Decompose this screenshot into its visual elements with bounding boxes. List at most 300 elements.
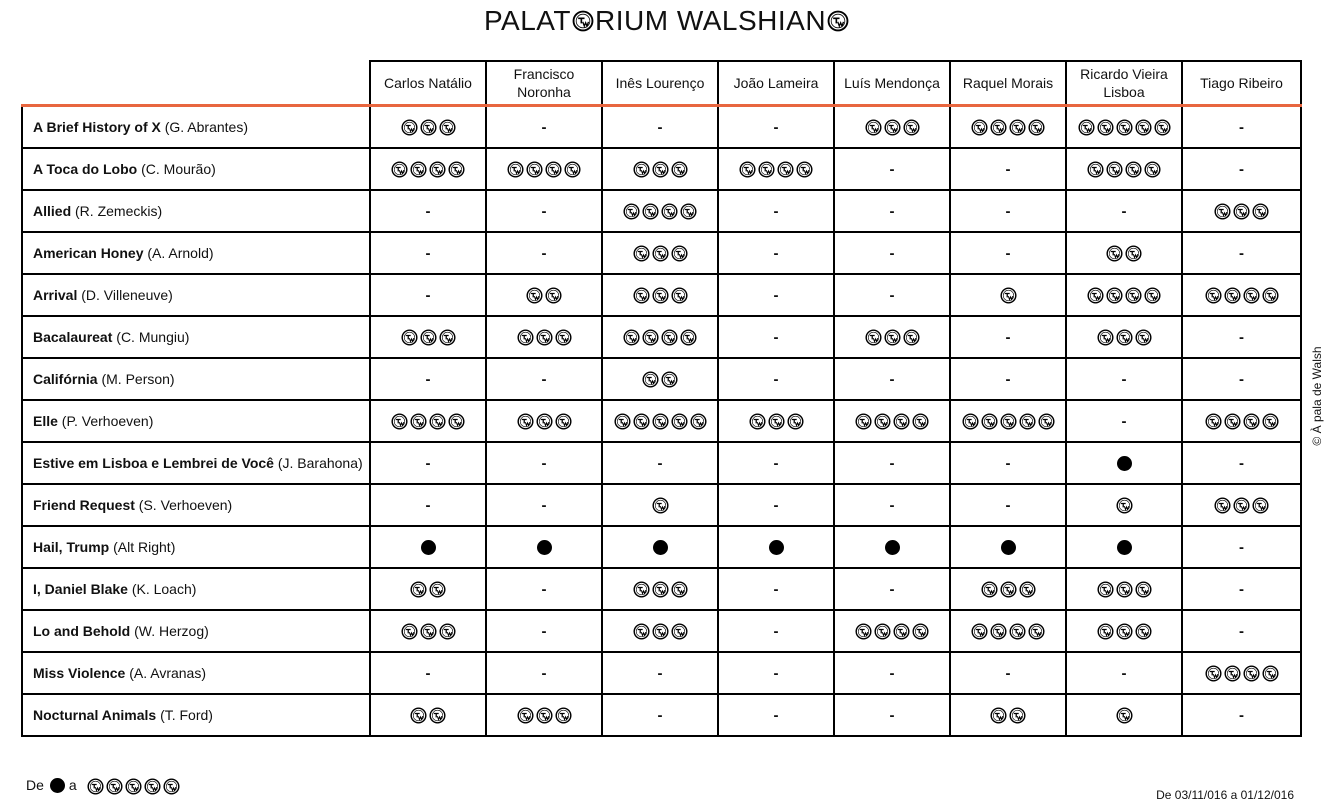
rating-cell <box>718 316 834 358</box>
black-dot-icon <box>885 540 900 555</box>
no-rating: - <box>541 496 547 514</box>
walsh-logo-icon <box>507 161 524 178</box>
no-rating: - <box>889 454 895 472</box>
rating-cell <box>1066 484 1182 526</box>
rating-cell <box>834 232 950 274</box>
walsh-logo-icon <box>1243 665 1260 682</box>
copyright-notice: © À pala de Walsh <box>1310 346 1324 446</box>
walsh-logo-icon <box>439 329 456 346</box>
walsh-logo-icon <box>1224 413 1241 430</box>
rating-cell <box>834 484 950 526</box>
film-cell <box>22 484 370 526</box>
no-rating: - <box>541 118 547 136</box>
film-title: I, Daniel Blake <box>33 581 128 597</box>
walsh-logo-icon <box>680 329 697 346</box>
rating-cell <box>834 106 950 149</box>
no-rating: - <box>1005 664 1011 682</box>
rating-cell <box>950 652 1066 694</box>
rating-cell <box>370 442 486 484</box>
walsh-logo-icon <box>1097 623 1114 640</box>
film-cell <box>22 190 370 232</box>
walsh-logo-icon <box>1009 119 1026 136</box>
no-rating: - <box>773 244 779 262</box>
walsh-logo-icon <box>990 707 1007 724</box>
table-row <box>22 148 1301 190</box>
walsh-logo-icon <box>1233 497 1250 514</box>
rating-cell <box>370 400 486 442</box>
rating-cell <box>834 526 950 568</box>
rating-cell <box>718 400 834 442</box>
walsh-logo-icon <box>633 161 650 178</box>
walsh-logo-icon <box>827 10 849 32</box>
walsh-logo-icon <box>981 413 998 430</box>
walsh-logo-icon <box>652 287 669 304</box>
walsh-logo-icon <box>526 287 543 304</box>
walsh-logo-icon <box>642 203 659 220</box>
rating-cell <box>486 652 602 694</box>
walsh-logo-icon <box>1144 161 1161 178</box>
rating-cell <box>486 106 602 149</box>
walsh-logo-icon <box>739 161 756 178</box>
walsh-logo-icon <box>680 203 697 220</box>
film-director: (A. Arnold) <box>147 245 214 261</box>
walsh-logo-icon <box>1028 623 1045 640</box>
walsh-logo-icon <box>671 581 688 598</box>
column-header-critic: Luís Mendonça <box>834 61 950 106</box>
no-rating: - <box>657 454 663 472</box>
rating-cell <box>1066 148 1182 190</box>
walsh-logo-icon <box>865 329 882 346</box>
walsh-logo-icon <box>1116 581 1133 598</box>
rating-cell <box>950 484 1066 526</box>
walsh-logo-icon <box>410 707 427 724</box>
walsh-logo-icon <box>555 707 572 724</box>
film-director: (T. Ford) <box>160 707 213 723</box>
table-row <box>22 694 1301 736</box>
no-rating: - <box>889 286 895 304</box>
walsh-logo-icon <box>1125 161 1142 178</box>
rating-cell <box>1066 526 1182 568</box>
walsh-logo-icon <box>855 623 872 640</box>
walsh-logo-icon <box>971 119 988 136</box>
rating-cell <box>718 610 834 652</box>
walsh-logo-icon <box>526 161 543 178</box>
walsh-logo-icon <box>671 623 688 640</box>
rating-cell <box>602 274 718 316</box>
film-cell <box>22 526 370 568</box>
black-dot-icon <box>537 540 552 555</box>
rating-cell <box>370 106 486 149</box>
rating-cell <box>486 568 602 610</box>
film-cell <box>22 442 370 484</box>
walsh-logo-icon <box>545 287 562 304</box>
no-rating: - <box>889 370 895 388</box>
walsh-logo-icon <box>652 413 669 430</box>
no-rating: - <box>889 706 895 724</box>
no-rating: - <box>425 202 431 220</box>
rating-cell <box>950 568 1066 610</box>
walsh-logo-icon <box>796 161 813 178</box>
table-row <box>22 442 1301 484</box>
walsh-logo-icon <box>633 623 650 640</box>
no-rating: - <box>773 706 779 724</box>
walsh-logo-icon <box>1087 287 1104 304</box>
walsh-logo-icon <box>652 581 669 598</box>
header-corner <box>22 61 370 106</box>
rating-cell <box>602 442 718 484</box>
walsh-logo-icon <box>1252 497 1269 514</box>
rating-cell <box>1182 652 1301 694</box>
film-title: Elle <box>33 413 58 429</box>
rating-cell <box>834 316 950 358</box>
walsh-logo-icon <box>1106 161 1123 178</box>
walsh-logo-icon <box>429 581 446 598</box>
walsh-logo-icon <box>144 778 161 795</box>
walsh-logo-icon <box>429 707 446 724</box>
column-header-critic: Tiago Ribeiro <box>1182 61 1301 106</box>
column-header-critic: Francisco Noronha <box>486 61 602 106</box>
rating-cell <box>602 526 718 568</box>
walsh-logo-icon <box>671 413 688 430</box>
no-rating: - <box>889 160 895 178</box>
rating-cell <box>834 610 950 652</box>
film-director: (P. Verhoeven) <box>61 413 154 429</box>
walsh-logo-icon <box>1233 203 1250 220</box>
no-rating: - <box>1005 202 1011 220</box>
no-rating: - <box>541 370 547 388</box>
walsh-logo-icon <box>1009 707 1026 724</box>
walsh-logo-icon <box>1135 119 1152 136</box>
rating-cell <box>602 232 718 274</box>
walsh-logo-icon <box>1097 329 1114 346</box>
film-director: (K. Loach) <box>131 581 197 597</box>
walsh-logo-icon <box>990 119 1007 136</box>
table-row <box>22 484 1301 526</box>
walsh-logo-icon <box>1106 287 1123 304</box>
film-director: (D. Villeneuve) <box>81 287 173 303</box>
rating-cell <box>950 694 1066 736</box>
rating-cell <box>718 190 834 232</box>
rating-cell <box>486 190 602 232</box>
rating-cell <box>370 232 486 274</box>
film-title: Arrival <box>33 287 78 303</box>
rating-cell <box>1066 610 1182 652</box>
column-header-critic: Inês Lourenço <box>602 61 718 106</box>
walsh-logo-icon <box>410 581 427 598</box>
rating-cell <box>370 610 486 652</box>
walsh-logo-icon <box>1224 665 1241 682</box>
rating-cell <box>370 148 486 190</box>
rating-cell <box>834 652 950 694</box>
walsh-logo-icon <box>661 371 678 388</box>
rating-cell <box>1182 190 1301 232</box>
walsh-logo-icon <box>962 413 979 430</box>
no-rating: - <box>541 202 547 220</box>
rating-cell <box>1066 442 1182 484</box>
walsh-logo-icon <box>401 329 418 346</box>
legend-from-label: De <box>26 777 44 793</box>
walsh-logo-icon <box>448 413 465 430</box>
film-title: Lo and Behold <box>33 623 131 639</box>
walsh-logo-icon <box>1087 161 1104 178</box>
walsh-logo-icon <box>1214 497 1231 514</box>
walsh-logo-icon <box>1078 119 1095 136</box>
walsh-logo-icon <box>420 623 437 640</box>
film-cell <box>22 610 370 652</box>
rating-cell <box>718 568 834 610</box>
table-row <box>22 232 1301 274</box>
rating-cell <box>1066 316 1182 358</box>
no-rating: - <box>1239 328 1244 346</box>
rating-cell <box>1182 232 1301 274</box>
rating-cell <box>718 274 834 316</box>
walsh-logo-icon <box>990 623 1007 640</box>
rating-cell <box>486 148 602 190</box>
rating-cell <box>718 106 834 149</box>
walsh-logo-icon <box>87 778 104 795</box>
film-title: American Honey <box>33 245 144 261</box>
no-rating: - <box>889 496 895 514</box>
no-rating: - <box>1239 244 1244 262</box>
no-rating: - <box>1239 454 1244 472</box>
rating-cell <box>602 106 718 149</box>
walsh-logo-icon <box>1262 287 1279 304</box>
rating-cell <box>370 316 486 358</box>
walsh-logo-icon <box>652 623 669 640</box>
rating-cell <box>602 652 718 694</box>
no-rating: - <box>1005 328 1011 346</box>
no-rating: - <box>425 664 431 682</box>
rating-cell <box>718 232 834 274</box>
rating-cell <box>1066 106 1182 149</box>
rating-cell <box>370 358 486 400</box>
walsh-logo-icon <box>633 581 650 598</box>
film-cell <box>22 568 370 610</box>
walsh-logo-icon <box>912 623 929 640</box>
walsh-logo-icon <box>536 329 553 346</box>
rating-cell <box>718 442 834 484</box>
walsh-logo-icon <box>1009 623 1026 640</box>
walsh-logo-icon <box>671 161 688 178</box>
film-cell <box>22 148 370 190</box>
rating-cell <box>602 400 718 442</box>
walsh-logo-icon <box>1116 707 1133 724</box>
column-header-critic: Raquel Morais <box>950 61 1066 106</box>
rating-cell <box>1182 316 1301 358</box>
rating-cell <box>1182 568 1301 610</box>
film-cell <box>22 232 370 274</box>
walsh-logo-icon <box>1205 287 1222 304</box>
walsh-logo-icon <box>1135 329 1152 346</box>
film-cell <box>22 400 370 442</box>
walsh-logo-icon <box>1125 245 1142 262</box>
rating-cell <box>834 148 950 190</box>
film-director: (W. Herzog) <box>134 623 209 639</box>
walsh-logo-icon <box>884 119 901 136</box>
film-title: Nocturnal Animals <box>33 707 157 723</box>
rating-cell <box>834 190 950 232</box>
no-rating: - <box>425 454 431 472</box>
rating-cell <box>950 274 1066 316</box>
walsh-logo-icon <box>671 245 688 262</box>
walsh-logo-icon <box>1243 413 1260 430</box>
rating-cell <box>486 316 602 358</box>
walsh-logo-icon <box>642 329 659 346</box>
walsh-logo-icon <box>633 413 650 430</box>
walsh-logo-icon <box>410 413 427 430</box>
walsh-logo-icon <box>1135 581 1152 598</box>
walsh-logo-icon <box>420 119 437 136</box>
rating-cell <box>486 694 602 736</box>
walsh-logo-icon <box>545 161 562 178</box>
walsh-logo-icon <box>874 623 891 640</box>
rating-cell <box>1066 400 1182 442</box>
ratings-table <box>21 60 1302 737</box>
rating-cell <box>950 400 1066 442</box>
walsh-logo-icon <box>661 329 678 346</box>
black-dot-icon <box>50 778 65 793</box>
no-rating: - <box>773 328 779 346</box>
rating-cell <box>1182 610 1301 652</box>
film-director: (M. Person) <box>101 371 175 387</box>
table-row <box>22 316 1301 358</box>
rating-cell <box>602 568 718 610</box>
walsh-logo-icon <box>536 413 553 430</box>
walsh-logo-icon <box>1205 413 1222 430</box>
black-dot-icon <box>1117 540 1132 555</box>
walsh-logo-icon <box>893 623 910 640</box>
rating-cell <box>718 694 834 736</box>
film-cell <box>22 652 370 694</box>
date-range: De 03/11/016 a 01/12/016 <box>1156 788 1294 802</box>
film-director: (G. Abrantes) <box>164 119 248 135</box>
walsh-logo-icon <box>671 287 688 304</box>
no-rating: - <box>1121 202 1127 220</box>
film-cell <box>22 106 370 149</box>
walsh-logo-icon <box>768 413 785 430</box>
no-rating: - <box>773 496 779 514</box>
column-header-critic: Carlos Natálio <box>370 61 486 106</box>
no-rating: - <box>1239 706 1244 724</box>
no-rating: - <box>1239 622 1244 640</box>
walsh-logo-icon <box>572 10 594 32</box>
no-rating: - <box>425 244 431 262</box>
film-director: (J. Barahona) <box>277 455 363 471</box>
no-rating: - <box>1005 370 1011 388</box>
walsh-logo-icon <box>623 203 640 220</box>
rating-cell <box>602 358 718 400</box>
walsh-logo-icon <box>1000 581 1017 598</box>
rating-cell <box>370 484 486 526</box>
walsh-logo-icon <box>652 245 669 262</box>
table-row <box>22 400 1301 442</box>
rating-cell <box>1182 358 1301 400</box>
walsh-logo-icon <box>874 413 891 430</box>
walsh-logo-icon <box>642 371 659 388</box>
no-rating: - <box>1121 412 1127 430</box>
header-row <box>22 61 1301 106</box>
film-cell <box>22 316 370 358</box>
legend-to-label: a <box>68 777 77 793</box>
table-row <box>22 358 1301 400</box>
walsh-logo-icon <box>690 413 707 430</box>
rating-cell <box>1066 232 1182 274</box>
rating-cell <box>834 400 950 442</box>
rating-cell <box>834 442 950 484</box>
film-cell <box>22 358 370 400</box>
walsh-logo-icon <box>391 413 408 430</box>
film-title: Califórnia <box>33 371 98 387</box>
no-rating: - <box>889 244 895 262</box>
rating-cell <box>602 610 718 652</box>
rating-cell <box>950 358 1066 400</box>
film-title: Friend Request <box>33 497 135 513</box>
film-director: (C. Mourão) <box>141 161 216 177</box>
walsh-logo-icon <box>448 161 465 178</box>
walsh-logo-icon <box>1252 203 1269 220</box>
page-title <box>0 4 1334 38</box>
no-rating: - <box>1239 160 1244 178</box>
walsh-logo-icon <box>163 778 180 795</box>
film-title: A Brief History of X <box>33 119 161 135</box>
film-director: (C. Mungiu) <box>116 329 190 345</box>
rating-cell <box>602 148 718 190</box>
rating-cell <box>486 484 602 526</box>
rating-cell <box>950 232 1066 274</box>
black-dot-icon <box>1001 540 1016 555</box>
walsh-logo-icon <box>1116 119 1133 136</box>
walsh-logo-icon <box>1116 497 1133 514</box>
no-rating: - <box>889 580 895 598</box>
walsh-logo-icon <box>1116 329 1133 346</box>
walsh-logo-icon <box>1125 287 1142 304</box>
no-rating: - <box>1005 244 1011 262</box>
rating-cell <box>950 190 1066 232</box>
title-text-start: PALAT <box>483 5 571 36</box>
rating-cell <box>1066 652 1182 694</box>
walsh-logo-icon <box>517 413 534 430</box>
table-row <box>22 610 1301 652</box>
walsh-logo-icon <box>749 413 766 430</box>
walsh-logo-icon <box>555 413 572 430</box>
walsh-logo-icon <box>410 161 427 178</box>
no-rating: - <box>1005 454 1011 472</box>
walsh-logo-icon <box>1116 623 1133 640</box>
walsh-logo-icon <box>623 329 640 346</box>
rating-cell <box>1182 148 1301 190</box>
no-rating: - <box>1121 664 1127 682</box>
table-row <box>22 568 1301 610</box>
walsh-logo-icon <box>971 623 988 640</box>
walsh-logo-icon <box>787 413 804 430</box>
rating-cell <box>1182 442 1301 484</box>
no-rating: - <box>541 622 547 640</box>
rating-cell <box>370 568 486 610</box>
rating-cell <box>1066 190 1182 232</box>
walsh-logo-icon <box>1028 119 1045 136</box>
walsh-logo-icon <box>903 329 920 346</box>
rating-cell <box>950 610 1066 652</box>
film-title: Estive em Lisboa e Lembrei de Você <box>33 455 274 471</box>
no-rating: - <box>1239 370 1244 388</box>
walsh-logo-icon <box>439 623 456 640</box>
column-header-critic: João Lameira <box>718 61 834 106</box>
walsh-logo-icon <box>420 329 437 346</box>
walsh-logo-icon <box>1097 119 1114 136</box>
no-rating: - <box>657 706 663 724</box>
walsh-logo-icon <box>1154 119 1171 136</box>
walsh-logo-icon <box>884 329 901 346</box>
